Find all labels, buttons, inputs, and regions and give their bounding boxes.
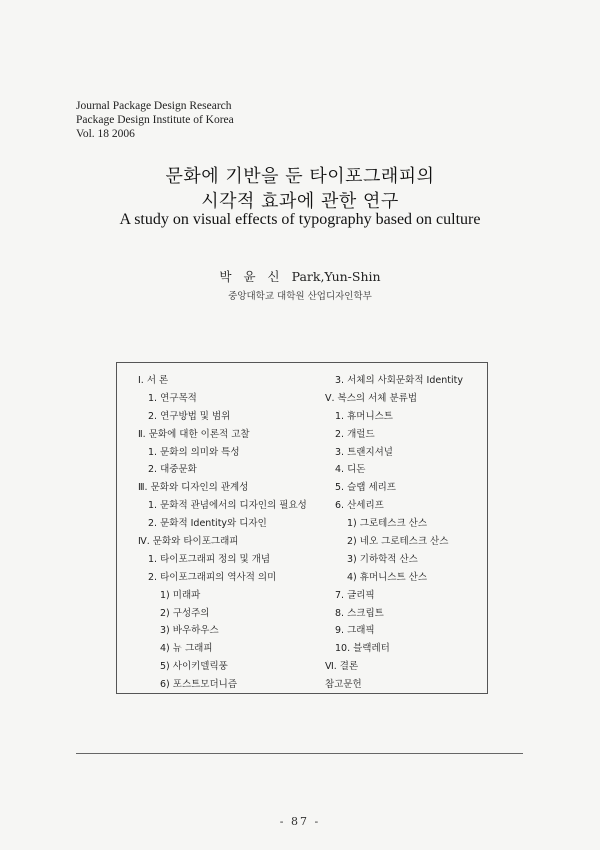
toc-entry: 4. 디돈 — [335, 464, 366, 476]
toc-entry: Ⅰ. 서 론 — [138, 375, 169, 386]
journal-institute: Package Design Institute of Korea — [76, 114, 234, 126]
toc-entry: 1. 문화의 의미와 특성 — [148, 446, 240, 458]
toc-entry: 6. 산세리프 — [335, 500, 384, 512]
toc-entry: Ⅱ. 문화에 대한 이론적 고찰 — [138, 428, 250, 440]
toc-entry: 3) 기하학적 산스 — [347, 553, 418, 565]
author-affiliation: 중앙대학교 대학원 산업디자인학부 — [228, 291, 372, 302]
toc-entry: 8. 스크립트 — [335, 607, 384, 619]
toc-entry: Ⅳ. 문화와 타이포그래피 — [138, 536, 239, 548]
toc-entry: 4) 뉴 그래피 — [160, 643, 213, 655]
toc-entry: 9. 그래픽 — [335, 625, 375, 637]
toc-entry: 2. 문화적 Identity와 디자인 — [148, 518, 267, 530]
toc-column-right — [325, 372, 463, 694]
toc-entry: 1. 타이포그래피 정의 및 개념 — [148, 553, 271, 565]
toc-column-left — [138, 372, 307, 694]
toc-entry: 1) 그로테스크 산스 — [347, 518, 428, 530]
toc-entry: 1. 문화적 관념에서의 디자인의 필요성 — [148, 500, 307, 512]
toc-entry: 5. 슬랩 세리프 — [335, 482, 396, 494]
toc-entry: 2) 네오 그로테스크 산스 — [347, 536, 449, 548]
journal-header — [76, 99, 234, 141]
toc-entry: 5) 사이키델릭풍 — [160, 661, 228, 673]
toc-entry: 3. 트랜지셔널 — [335, 446, 393, 458]
toc-entry: 2. 대중문화 — [148, 464, 197, 476]
toc-entry: 1) 미래파 — [160, 589, 201, 601]
toc-entry: 6) 포스트모더니즘 — [160, 679, 238, 691]
toc-entry: Ⅲ. 문화와 디자인의 관계성 — [138, 482, 249, 494]
journal-name: Journal Package Design Research — [76, 100, 232, 112]
journal-volume: Vol. 18 2006 — [76, 128, 135, 140]
toc-entry: Ⅵ. 결론 — [325, 661, 359, 673]
toc-entry: 1. 휴머니스트 — [335, 410, 393, 422]
footer-divider — [76, 753, 523, 754]
toc-entry: 3. 서체의 사회문화적 Identity — [335, 375, 463, 386]
toc-entry: 10. 블랙레터 — [335, 643, 390, 655]
toc-entry: 2) 구성주의 — [160, 607, 210, 619]
table-of-contents — [116, 362, 488, 694]
toc-entry: 7. 글리픽 — [335, 589, 375, 601]
toc-entry: Ⅴ. 복스의 서체 분류법 — [325, 392, 417, 404]
title-english: A study on visual effects of typography based on culture — [119, 211, 481, 228]
author-name-english: Park,Yun-Shin — [291, 269, 381, 284]
toc-entry: 4) 휴머니스트 산스 — [347, 571, 428, 583]
title-korean-line-1: 문화에 기반을 둔 타이포그래피의 — [165, 166, 435, 187]
title-korean-line-2: 시각적 효과에 관한 연구 — [201, 191, 399, 212]
toc-entry: 2. 연구방법 및 범위 — [148, 410, 231, 422]
toc-entry: 2. 타이포그래피의 역사적 의미 — [148, 571, 277, 583]
toc-entry: 3) 바우하우스 — [160, 625, 219, 637]
toc-entry: 1. 연구목적 — [148, 392, 197, 404]
author-name-korean: 박 윤 신 — [219, 269, 284, 284]
author-line — [0, 267, 600, 285]
toc-entry: 2. 개럴드 — [335, 428, 375, 440]
page-number: - 87 - — [279, 815, 321, 828]
toc-entry: 참고문헌 — [325, 679, 362, 691]
